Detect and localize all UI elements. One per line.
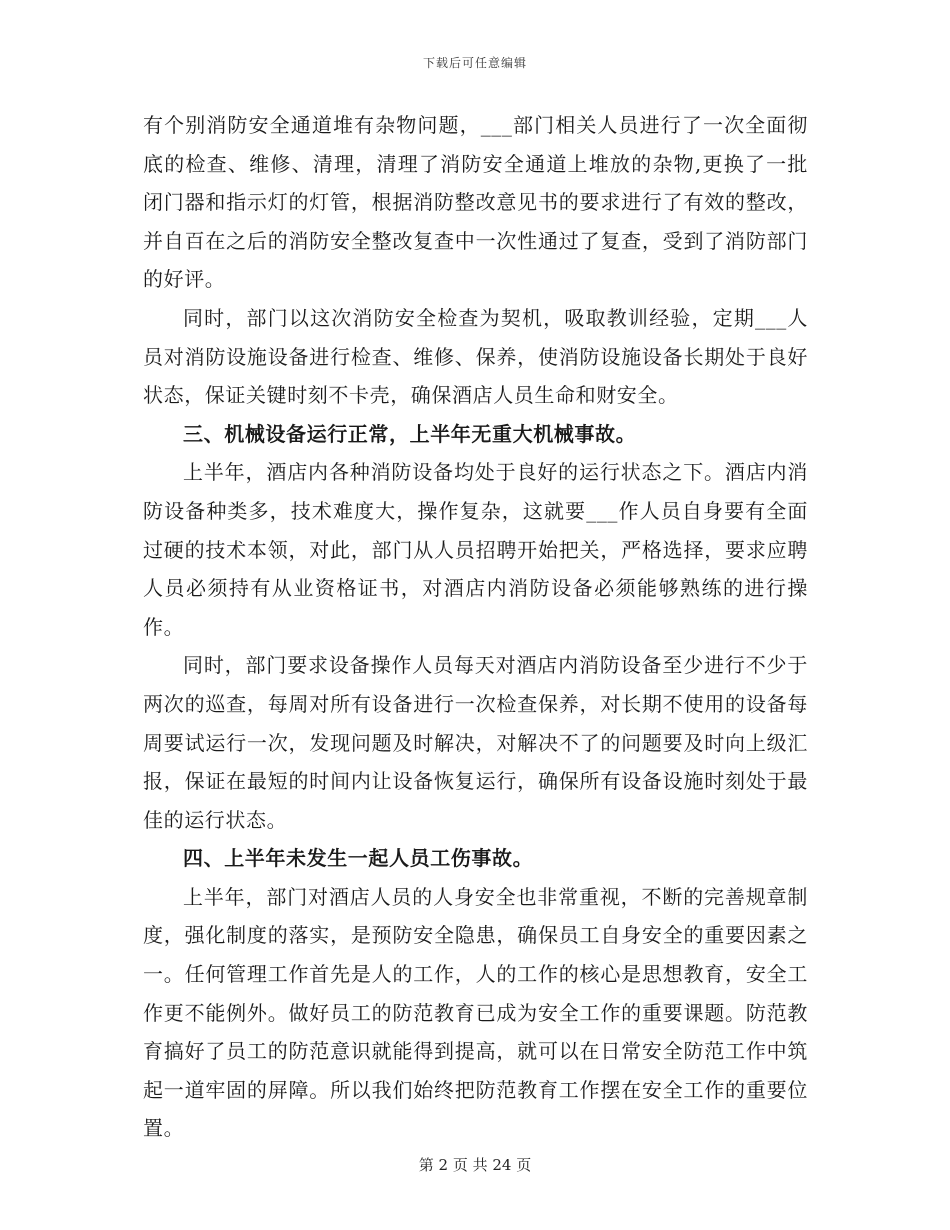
document-body — [143, 106, 808, 1148]
page-footer: 第 2 页 共 24 页 — [418, 1156, 532, 1174]
page-header: 下载后可任意编辑 — [422, 56, 527, 70]
paragraph: 同时，部门要求设备操作人员每天对酒店内消防设备至少进行不少于两次的巡查，每周对所有设备进行一次检查保养，对长期不使用的设备每周要试运行一次，发现问题及时解决，对解决不了的问题要及时向上级汇报，保证在最短的时间内让设备恢复运行，确保所有设备设施时刻处于最佳的运行状态。 — [143, 653, 808, 832]
paragraph: 上半年，部门对酒店人员的人身安全也非常重视，不断的完善规章制度，强化制度的落实，是预防安全隐患，确保员工自身安全的重要因素之一。任何管理工作首先是人的工作，人的工作的核心是思想教育，安全工作更不能例外。做好员工的防范教育已成为安全工作的重要课题。防范教育搞好了员工的防范意识就能得到提高，就可以在日常安全防范工作中筑起一道牢固的屏障。所以我们始终把防范教育工作摆在安全工作的重要位置。 — [143, 884, 808, 1141]
paragraph: 同时，部门以这次消防安全检查为契机，吸取教训经验，定期___人员对消防设施设备进行检查、维修、保养，使消防设施设备长期处于良好状态，保证关键时刻不卡壳，确保酒店人员生命和财安全。 — [143, 305, 808, 408]
section-heading-3: 三、机械设备运行正常，上半年无重大机械事故。 — [183, 421, 637, 446]
paragraph-continued: 有个别消防安全通道堆有杂物问题，___部门相关人员进行了一次全面彻底的检查、维修、清理，清理了消防安全通道上堆放的杂物,更换了一批闭门器和指示灯的灯管，根据消防整改意见书的要求进行了有效的整改，并自百在之后的消防安全整改复查中一次性通过了复查，受到了消防部门的好评。 — [143, 113, 808, 292]
section-heading-4: 四、上半年未发生一起人员工伤事故。 — [183, 846, 534, 871]
paragraph: 上半年，酒店内各种消防设备均处于良好的运行状态之下。酒店内消防设备种类多，技术难度大，操作复杂，这就要___作人员自身要有全面过硬的技术本领，对此，部门从人员招聘开始把关，严格选择，要求应聘人员必须持有从业资格证书，对酒店内消防设备必须能够熟练的进行操作。 — [143, 460, 808, 639]
